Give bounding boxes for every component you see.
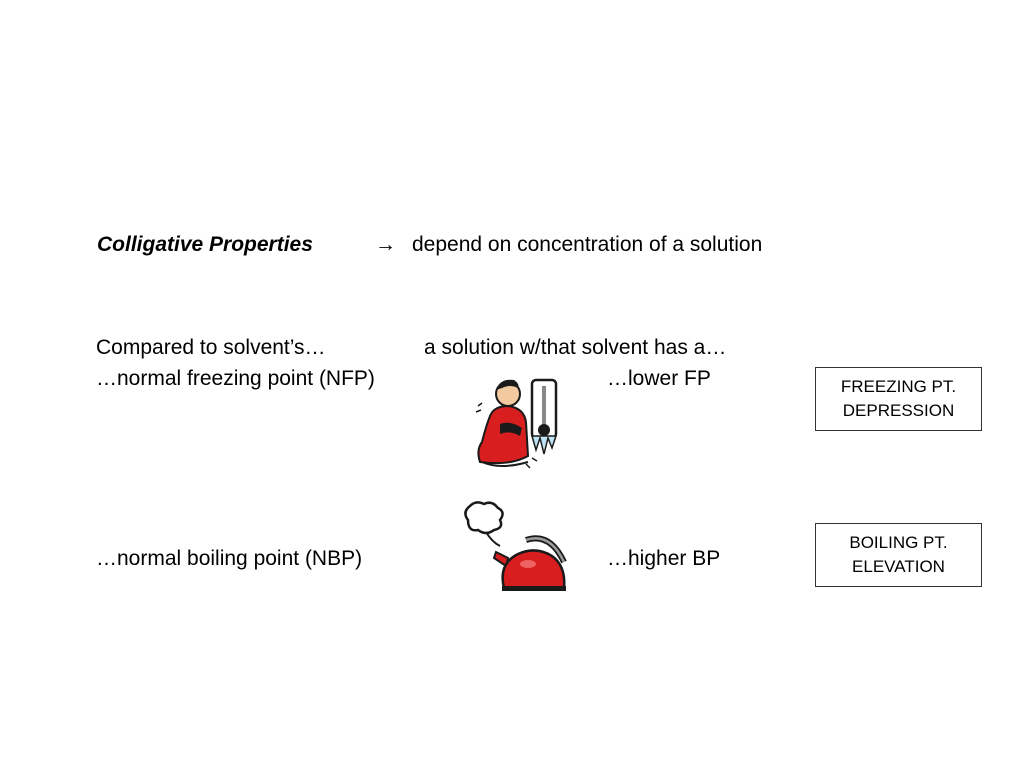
- freezing-box-line2: DEPRESSION: [842, 401, 955, 420]
- boiling-solution-text: …higher BP: [607, 547, 721, 570]
- freezing-solvent-text: …normal freezing point (NFP): [96, 367, 375, 390]
- cold-person-icon: [470, 366, 570, 471]
- freezing-box-line1: FREEZING PT.: [840, 377, 957, 396]
- steaming-kettle-icon: [460, 500, 570, 595]
- boiling-solvent-text: …normal boiling point (NBP): [96, 547, 363, 570]
- freezing-point-depression-label: [815, 367, 982, 431]
- term-definition: depend on concentration of a solution: [412, 233, 763, 256]
- column-label-solution: a solution w/that solvent has a…: [424, 336, 727, 359]
- boiling-box-line1: BOILING PT.: [849, 533, 948, 552]
- boiling-point-elevation-label: [815, 523, 982, 587]
- term-heading: Colligative Properties: [97, 233, 313, 256]
- arrow-icon: →: [375, 233, 396, 256]
- boiling-box-line2: ELEVATION: [852, 557, 945, 576]
- freezing-solution-text: …lower FP: [607, 367, 711, 390]
- column-label-solvent: Compared to solvent’s…: [96, 336, 326, 359]
